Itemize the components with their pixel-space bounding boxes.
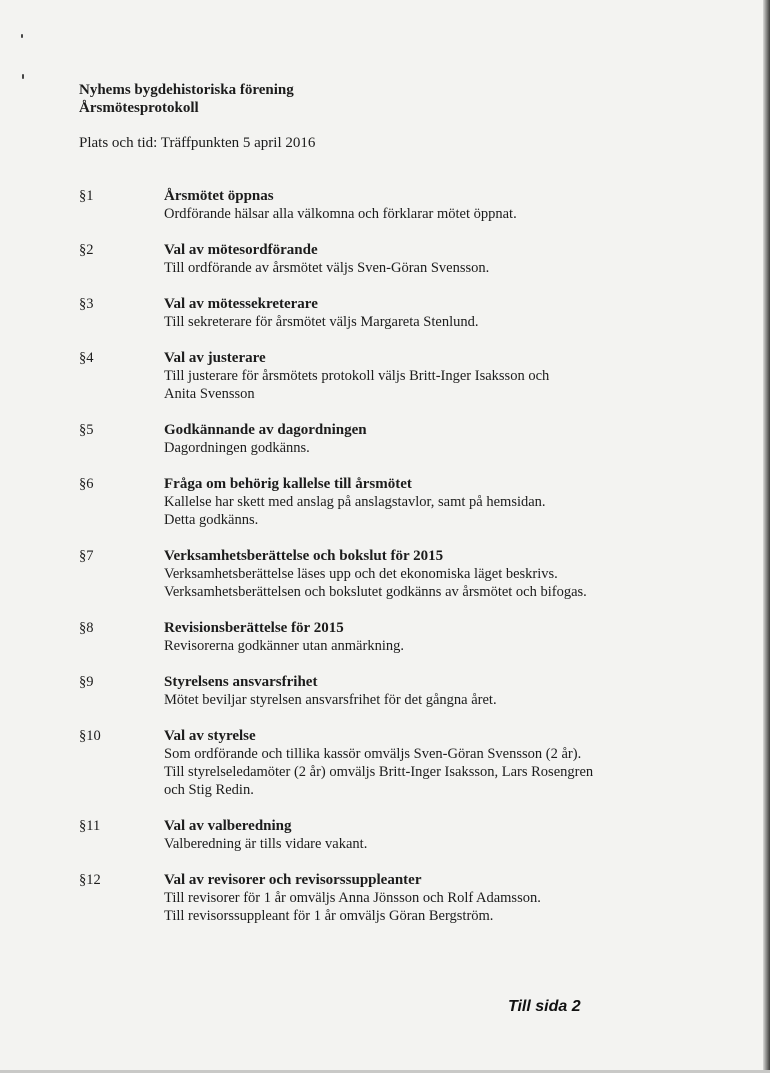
item-text-line: Valberedning är tills vidare vakant.: [164, 836, 368, 852]
item-number: §2: [79, 242, 94, 258]
item-text-line: Som ordförande och tillika kassör omväljs Sven-Göran Svensson (2 år).: [164, 746, 582, 762]
item-heading: Val av mötessekreterare: [164, 296, 318, 312]
item-number: §10: [79, 728, 101, 744]
item-text-line: Till styrelseledamöter (2 år) omväljs Britt-Inger Isaksson, Lars Rosengren: [164, 764, 594, 780]
item-heading: Val av revisorer och revisorssuppleanter: [164, 872, 422, 888]
item-body: [164, 349, 719, 403]
item-heading: Fråga om behörig kallelse till årsmötet: [164, 476, 412, 492]
item-body: [164, 727, 719, 799]
item-text-line: Verksamhetsberättelse läses upp och det ekonomiska läget beskrivs.: [164, 566, 558, 582]
item-heading: Val av mötesordförande: [164, 242, 318, 258]
item-heading: Revisionsberättelse för 2015: [164, 620, 344, 636]
item-text-line: Till revisorssuppleant för 1 år omväljs Göran Bergström.: [164, 908, 494, 924]
item-heading: Årsmötet öppnas: [164, 188, 274, 204]
item-text-line: Till justerare för årsmötets protokoll väljs Britt-Inger Isaksson och: [164, 368, 550, 384]
item-heading: Godkännande av dagordningen: [164, 422, 367, 438]
document-title: Årsmötesprotokoll: [79, 100, 199, 116]
item-heading: Val av justerare: [164, 350, 266, 366]
document-header: [79, 81, 294, 117]
scan-edge-right: [763, 0, 770, 1073]
item-number: §4: [79, 350, 94, 366]
item-number: §3: [79, 296, 94, 312]
item-number: §1: [79, 188, 94, 204]
scan-speck: [22, 74, 24, 79]
item-text-line: Mötet beviljar styrelsen ansvarsfrihet för det gångna året.: [164, 692, 497, 708]
item-text-line: Dagordningen godkänns.: [164, 440, 310, 456]
item-body: [164, 475, 719, 529]
item-heading: Val av valberedning: [164, 818, 292, 834]
item-number: §7: [79, 548, 94, 564]
item-text-line: Ordförande hälsar alla välkomna och förklarar mötet öppnat.: [164, 206, 517, 222]
item-body: [164, 187, 719, 223]
place-and-time: Plats och tid: Träffpunkten 5 april 2016: [79, 135, 316, 151]
item-number: §5: [79, 422, 94, 438]
item-heading: Val av styrelse: [164, 728, 256, 744]
organization-name: Nyhems bygdehistoriska förening: [79, 82, 294, 98]
scan-speck: [21, 34, 23, 38]
item-text-line: Kallelse har skett med anslag på anslagstavlor, samt på hemsidan.: [164, 494, 546, 510]
item-body: [164, 817, 719, 853]
item-number: §11: [79, 818, 101, 834]
item-text-line: Anita Svensson: [164, 386, 255, 402]
item-body: [164, 421, 719, 457]
item-text-line: Till sekreterare för årsmötet väljs Margareta Stenlund.: [164, 314, 479, 330]
next-page-note: Till sida 2: [508, 998, 581, 1015]
item-heading: Styrelsens ansvarsfrihet: [164, 674, 318, 690]
item-body: [164, 295, 719, 331]
item-body: [164, 673, 719, 709]
item-heading: Verksamhetsberättelse och bokslut för 2015: [164, 548, 444, 564]
item-number: §8: [79, 620, 94, 636]
item-body: [164, 547, 719, 601]
item-body: [164, 619, 719, 655]
item-text-line: Till revisorer för 1 år omväljs Anna Jönsson och Rolf Adamsson.: [164, 890, 541, 906]
item-body: [164, 241, 719, 277]
item-number: §12: [79, 872, 101, 888]
item-text-line: Revisorerna godkänner utan anmärkning.: [164, 638, 404, 654]
item-body: [164, 871, 719, 925]
item-number: §9: [79, 674, 94, 690]
item-text-line: Till ordförande av årsmötet väljs Sven-Göran Svensson.: [164, 260, 490, 276]
item-text-line: Detta godkänns.: [164, 512, 259, 528]
item-text-line: och Stig Redin.: [164, 782, 254, 798]
item-text-line: Verksamhetsberättelsen och bokslutet godkänns av årsmötet och bifogas.: [164, 584, 587, 600]
item-number: §6: [79, 476, 94, 492]
